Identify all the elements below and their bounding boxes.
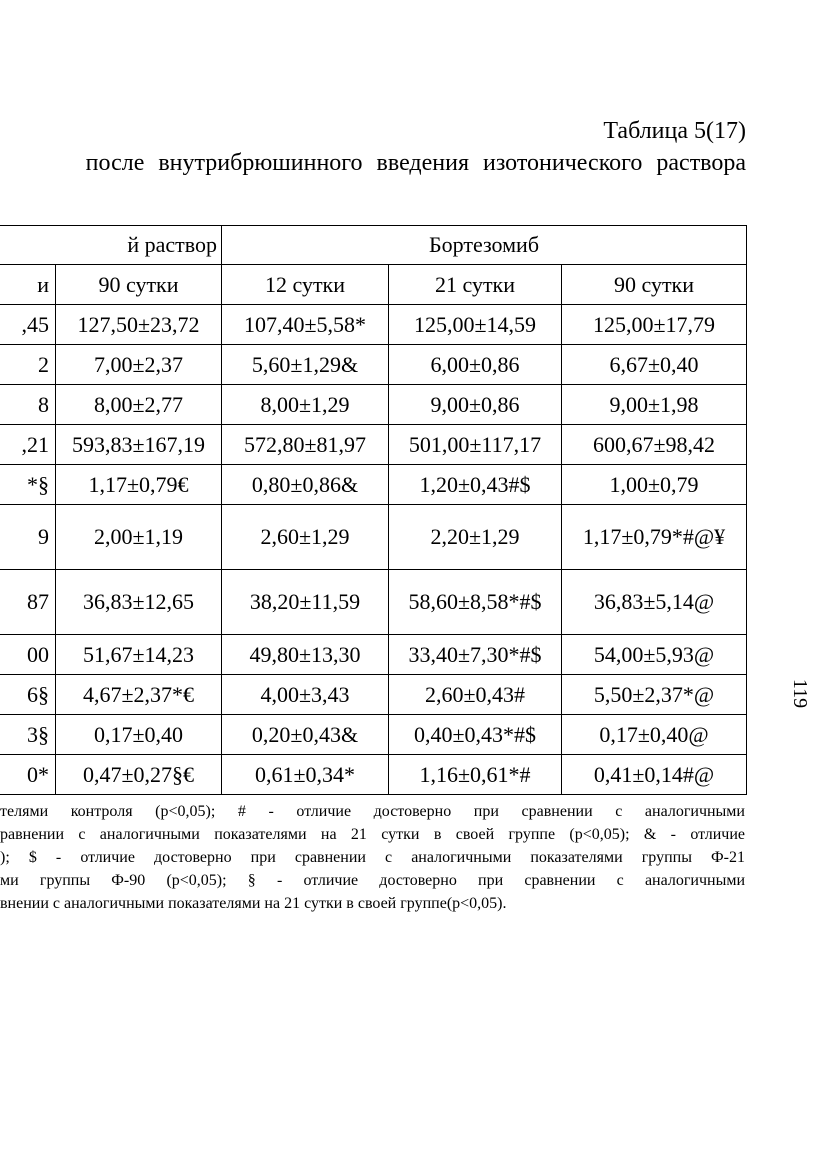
table-cell: 49,80±13,30 [222,635,389,675]
table-cell: 9,00±1,98 [562,385,747,425]
table-row [0,465,747,505]
table-cell: 6,67±0,40 [562,345,747,385]
subheader-cell: и [0,265,56,305]
table-cell: 6§ [0,675,56,715]
table-row [0,635,747,675]
table-cell: 501,00±117,17 [389,425,562,465]
table-cell: *§ [0,465,56,505]
table-cell: 572,80±81,97 [222,425,389,465]
table-row [0,715,747,755]
table-cell: 0,47±0,27§€ [56,755,222,795]
table-row [0,305,747,345]
table-cell: 9 [0,505,56,570]
footnote-line: ); $ - отличие достоверно при сравнении с аналогичными показателями группы Ф-21 [0,849,745,866]
table-cell: 0,61±0,34* [222,755,389,795]
table-cell: 0* [0,755,56,795]
table-cell: 8 [0,385,56,425]
table-row [0,505,747,570]
table-cell: 5,50±2,37*@ [562,675,747,715]
table-cell: 1,16±0,61*# [389,755,562,795]
table-subheader-row [0,265,747,305]
table-cell: ,21 [0,425,56,465]
table-cell: 0,40±0,43*#$ [389,715,562,755]
table-cell: 6,00±0,86 [389,345,562,385]
table-cell: 2,60±1,29 [222,505,389,570]
table-cell: 87 [0,570,56,635]
table-cell: 600,67±98,42 [562,425,747,465]
table-cell: ,45 [0,305,56,345]
table-cell: 2,20±1,29 [389,505,562,570]
subheader-cell: 21 сутки [389,265,562,305]
table-caption: после внутрибрюшинного введения изотонического раствора [85,150,746,176]
table-cell: 33,40±7,30*#$ [389,635,562,675]
table-row [0,755,747,795]
table-row [0,345,747,385]
table-cell: 0,41±0,14#@ [562,755,747,795]
table-cell: 51,67±14,23 [56,635,222,675]
footnote [0,800,745,915]
subheader-cell: 90 сутки [562,265,747,305]
footnote-line: ми группы Ф-90 (р<0,05); § - отличие достоверно при сравнении с аналогичными [0,872,745,889]
subheader-cell: 90 сутки [56,265,222,305]
table-cell: 36,83±12,65 [56,570,222,635]
table-cell: 2,00±1,19 [56,505,222,570]
group-header-isotonic: й раствор [0,226,222,265]
table-cell: 3§ [0,715,56,755]
table-cell: 2,60±0,43# [389,675,562,715]
table-cell: 125,00±17,79 [562,305,747,345]
table-cell: 58,60±8,58*#$ [389,570,562,635]
table-label: Таблица 5(17) [603,118,746,144]
table-cell: 00 [0,635,56,675]
data-table [0,225,747,795]
table-cell: 8,00±1,29 [222,385,389,425]
table-cell: 0,17±0,40 [56,715,222,755]
table-cell: 9,00±0,86 [389,385,562,425]
table-cell: 0,20±0,43& [222,715,389,755]
table-row [0,425,747,465]
table-cell: 4,67±2,37*€ [56,675,222,715]
table-cell: 107,40±5,58* [222,305,389,345]
table-cell: 4,00±3,43 [222,675,389,715]
subheader-cell: 12 сутки [222,265,389,305]
footnote-line: внении с аналогичными показателями на 21 сутки в своей группе(р<0,05). [0,895,507,912]
group-header-bortezomib: Бортезомиб [222,226,747,265]
table-cell: 2 [0,345,56,385]
table-cell: 593,83±167,19 [56,425,222,465]
footnote-line: равнении с аналогичными показателями на 21 сутки в своей группе (р<0,05); & - отличие [0,826,745,843]
table-cell: 8,00±2,77 [56,385,222,425]
table-cell: 38,20±11,59 [222,570,389,635]
table-cell: 125,00±14,59 [389,305,562,345]
table-cell: 0,80±0,86& [222,465,389,505]
page-number: 119 [789,678,812,709]
table-row [0,385,747,425]
table-cell: 1,17±0,79*#@¥ [562,505,747,570]
table-cell: 127,50±23,72 [56,305,222,345]
footnote-line: телями контроля (р<0,05); # - отличие достоверно при сравнении с аналогичными [0,803,745,820]
table-cell: 0,17±0,40@ [562,715,747,755]
table-cell: 1,20±0,43#$ [389,465,562,505]
table-cell: 5,60±1,29& [222,345,389,385]
table-cell: 36,83±5,14@ [562,570,747,635]
table-cell: 7,00±2,37 [56,345,222,385]
table-cell: 54,00±5,93@ [562,635,747,675]
table-cell: 1,00±0,79 [562,465,747,505]
table-row [0,570,747,635]
table-cell: 1,17±0,79€ [56,465,222,505]
table-group-header-row [0,226,747,265]
table-row [0,675,747,715]
